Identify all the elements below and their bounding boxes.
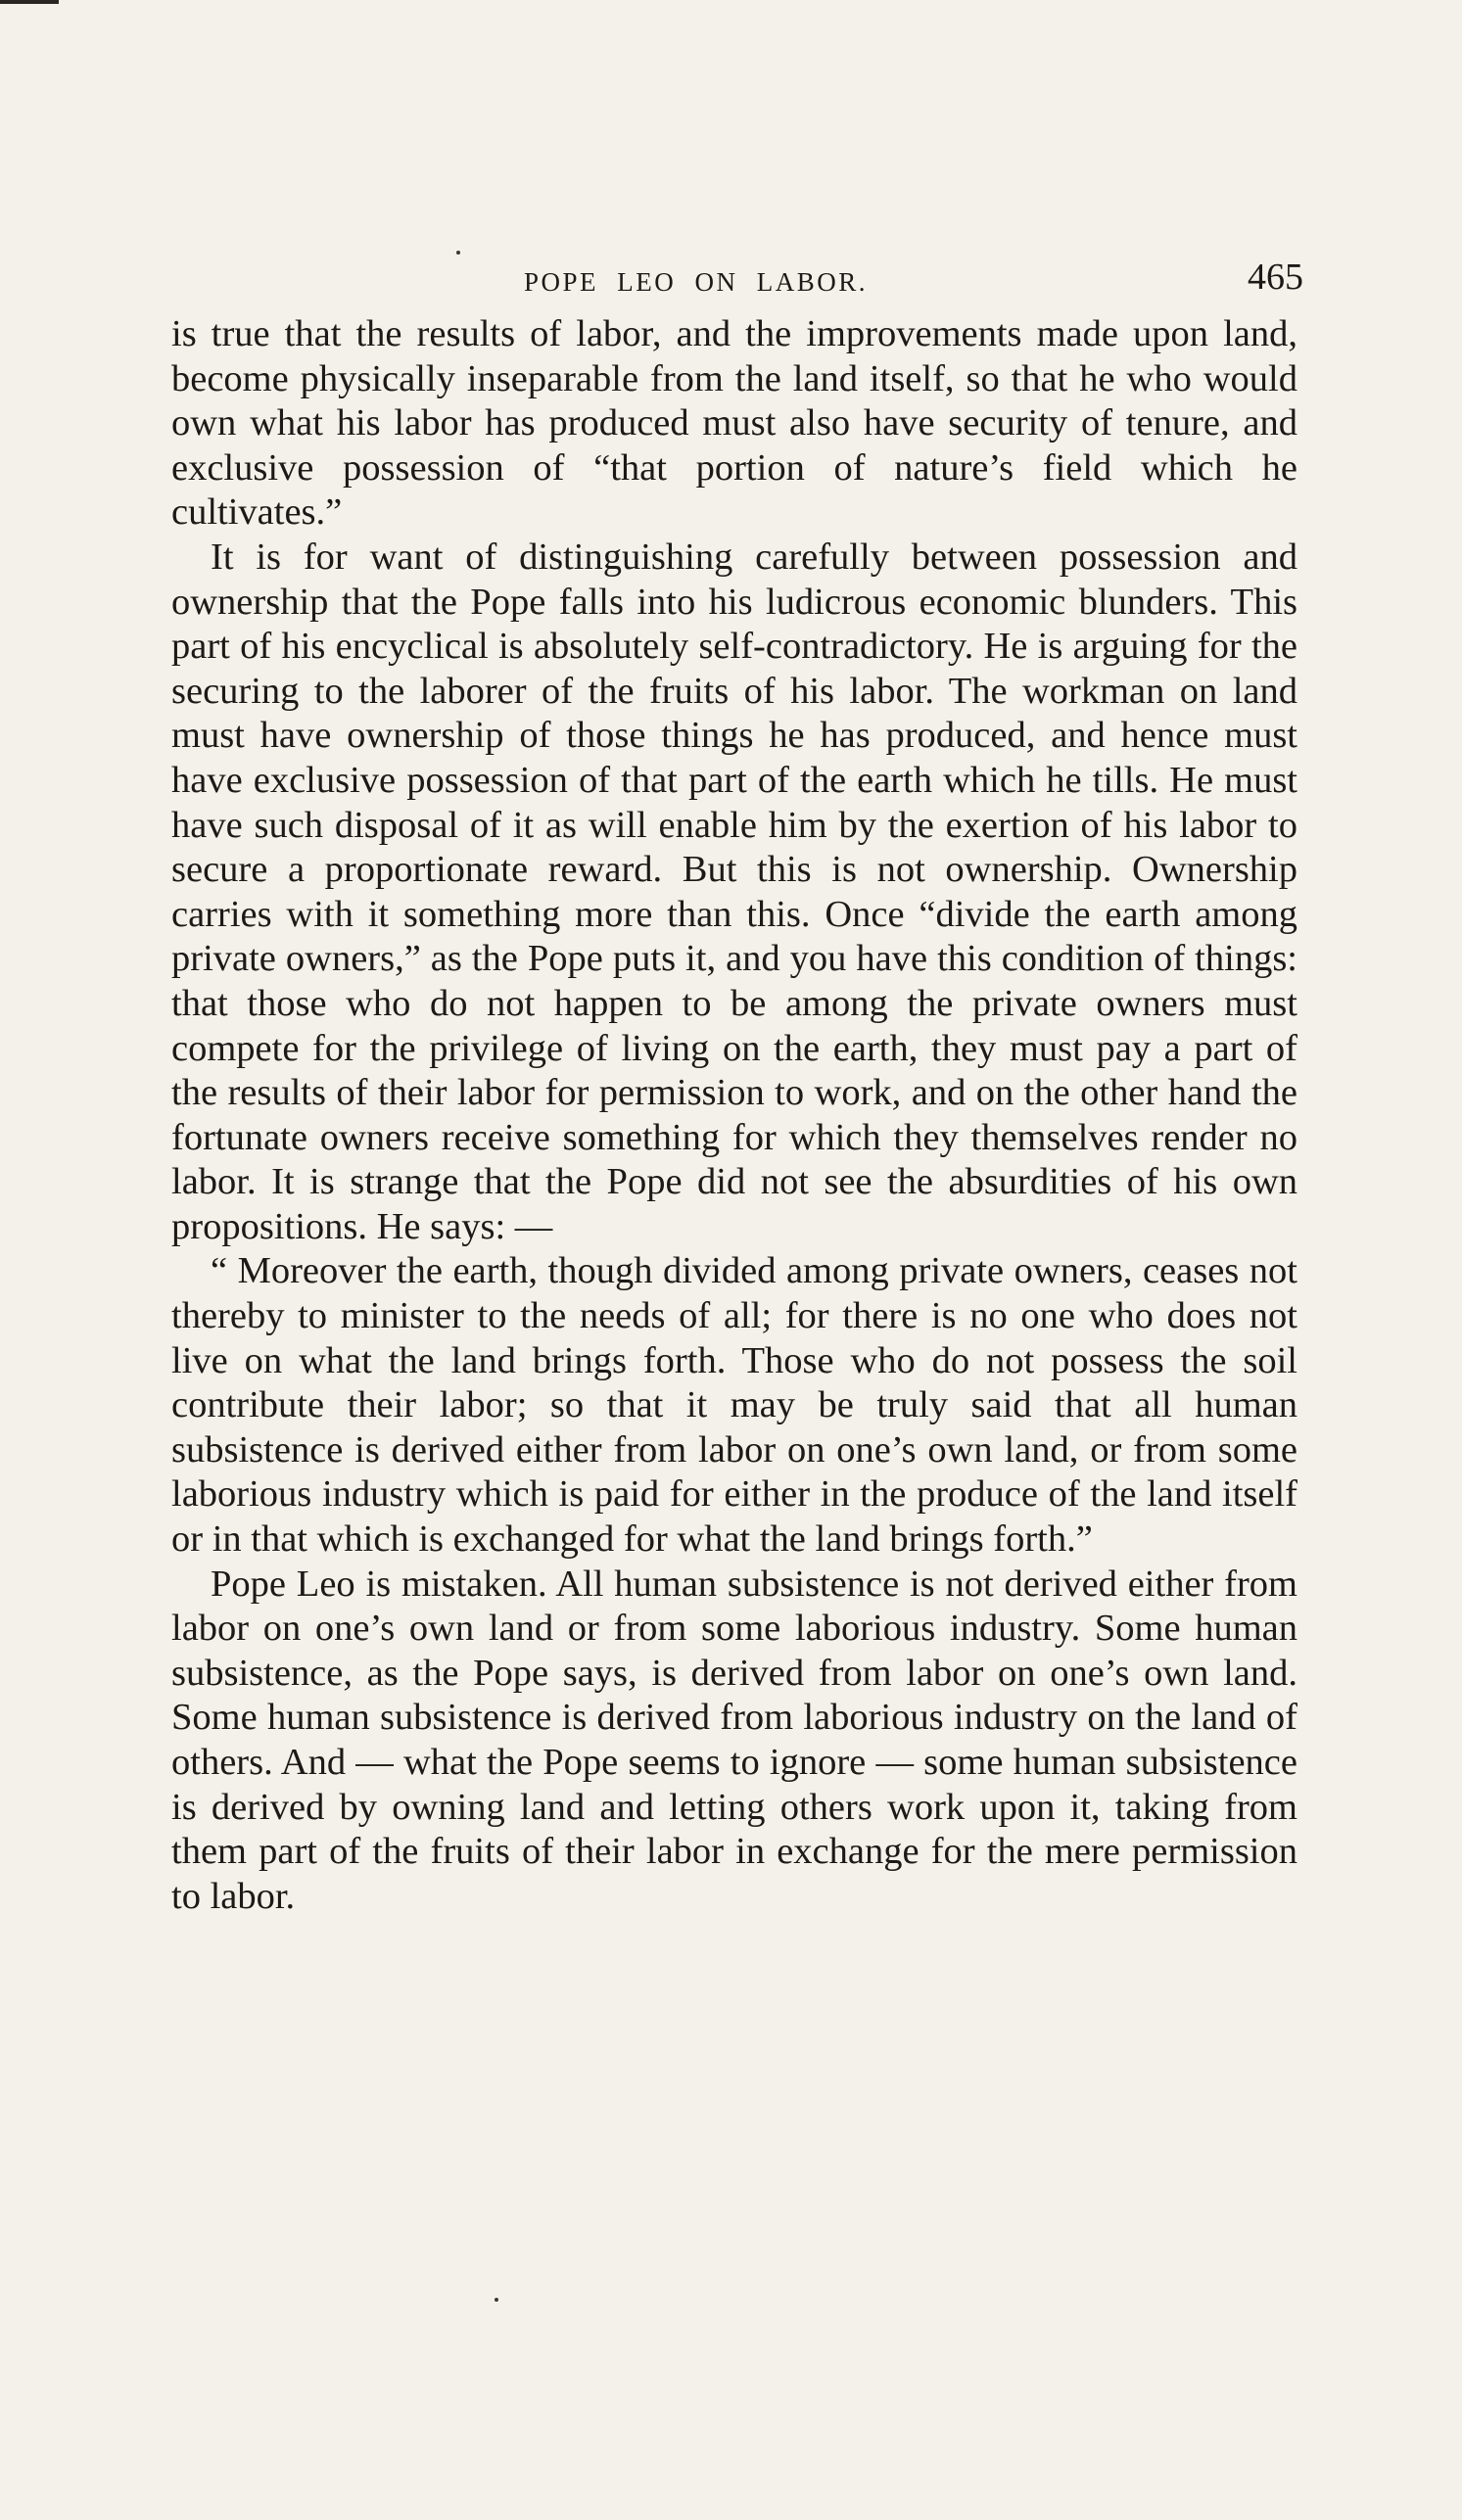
paragraph-pope-mistaken: Pope Leo is mistaken. All human subsistence is not derived either from labor on one’s own land or from some laborious industry. Some human subsistence, as the Pope says, is derived from labor on one’s own land. Some human subsistence is derived from laborious industry on the land of others. And — what the Pope seems to ignore — some human subsistence is derived by owning land and letting others work upon it, taking from them part of the fruits of their labor in exchange for the mere permission to labor.: [171, 1563, 1297, 1917]
paragraph-continuation: is true that the results of labor, and the improvements made upon land, become physically inseparable from the land itself, so that he who would own what his labor has produced must also have security of tenure, and exclusive possession of “that portion of nature’s field which he cultivates.”: [171, 313, 1297, 534]
running-head: [171, 250, 1303, 308]
running-title: POPE LEO ON LABOR.: [524, 267, 869, 297]
scan-edge-mark: [0, 0, 59, 4]
paragraph-possession-ownership: It is for want of distinguishing carefully between possession and ownership that the Pope falls into his ludicrous economic blunders. This part of his encyclical is absolutely self-contradictory. He is arguing for the securing to the laborer of the fruits of his labor. The workman on land must have ownership of those things he has produced, and hence must have exclusive possession of that part of the earth which he tills. He must have such disposal of it as will enable him by the exertion of his labor to secure a proportionate reward. But this is not ownership. Ownership carries with it something more than this. Once “divide the earth among private owners,” as the Pope puts it, and you have this condition of things: that those who do not happen to be among the private owners must compete for the privilege of living on the earth, they must pay a part of the results of their labor for permission to work, and on the other hand the fortunate owners receive something for which they themselves render no labor. It is strange that the Pope did not see the absurdities of his own propositions. He says: —: [171, 536, 1297, 1247]
print-speck: [495, 2298, 498, 2302]
page-number: 465: [1248, 257, 1303, 298]
book-page: [171, 250, 1303, 1919]
body-text: [171, 312, 1297, 1919]
encyclical-quotation: “ Moreover the earth, though divided among private owners, ceases not thereby to minister to the needs of all; for there is no one who does not live on what the land brings forth. Those who do not possess the soil contribute their labor; so that it may be truly said that all human subsistence is derived either from labor on one’s own land, or from some laborious industry which is paid for either in the produce of the land itself or in that which is exchanged for what the land brings forth.”: [171, 1250, 1297, 1561]
